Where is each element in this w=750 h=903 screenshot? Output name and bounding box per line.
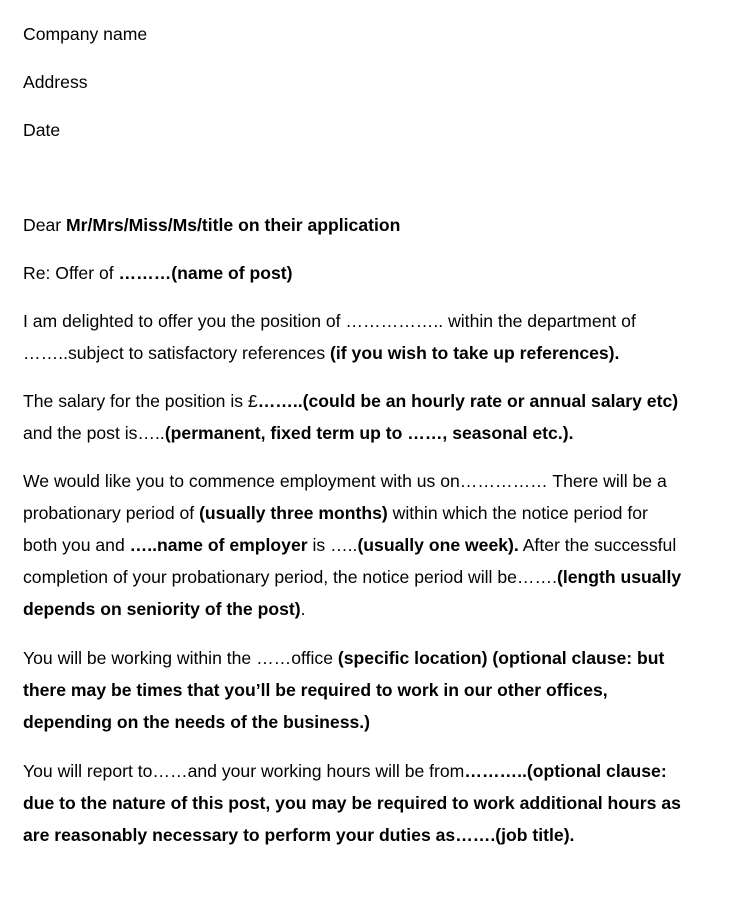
text-segment: within which the notice period for (387, 503, 648, 523)
text-segment-bold: depends on seniority of the post) (23, 599, 301, 619)
subject-prefix: Re: Offer of (23, 263, 119, 283)
paragraph-line (23, 674, 735, 706)
paragraph-line (23, 819, 735, 851)
text-segment-bold: …..name of employer (129, 535, 308, 555)
text-segment-bold: depending on the needs of the business.) (23, 712, 371, 732)
text-segment: is ….. (307, 535, 358, 555)
paragraph-probation (23, 465, 735, 625)
subject-line (23, 262, 293, 284)
paragraph-location (23, 642, 735, 738)
salutation-prefix: Dear (23, 215, 67, 235)
subject-post: ………(name of post) (118, 263, 293, 283)
paragraph-hours (23, 755, 735, 851)
paragraph-line (23, 305, 735, 337)
text-segment-bold: due to the nature of this post, you may be required to work additional hours as (23, 793, 681, 813)
paragraph-line (23, 593, 735, 625)
text-segment: You will be working within the ……office (23, 648, 338, 668)
paragraph-line (23, 465, 735, 497)
text-segment-bold: are reasonably necessary to perform your duties as…….(job title). (23, 825, 575, 845)
date: Date (23, 120, 61, 140)
text-segment: We would like you to commence employment with us on…………… There will be a (23, 471, 667, 491)
text-segment-bold: (length usually (556, 567, 682, 587)
paragraph-line (23, 787, 735, 819)
text-segment-bold: (usually three months) (199, 503, 388, 523)
text-segment-bold: (permanent, fixed term up to ……, seasonal etc.). (164, 423, 574, 443)
paragraph-line (23, 561, 735, 593)
paragraph-line (23, 642, 735, 674)
text-segment: After the successful (518, 535, 677, 555)
text-segment: The salary for the position is £ (23, 391, 258, 411)
salutation (23, 214, 400, 236)
text-segment-bold: ……..(could be an hourly rate or annual salary etc) (257, 391, 679, 411)
text-segment-bold: (specific location) (optional clause: but (337, 648, 665, 668)
text-segment: . (300, 599, 306, 619)
text-segment: both you and (23, 535, 130, 555)
company-name: Company name (23, 24, 148, 44)
text-segment: ……..subject to satisfactory references (23, 343, 331, 363)
paragraph-line (23, 497, 735, 529)
paragraph-line (23, 755, 735, 787)
paragraph-position (23, 305, 735, 369)
text-segment-bold: (if you wish to take up references). (330, 343, 620, 363)
text-segment: I am delighted to offer you the position of …………….. within the department of (23, 311, 636, 331)
paragraph-line (23, 706, 735, 738)
address: Address (23, 72, 88, 92)
text-segment: probationary period of (23, 503, 200, 523)
paragraph-salary (23, 385, 735, 449)
paragraph-line (23, 529, 735, 561)
text-segment: You will report to……and your working hours will be from (23, 761, 465, 781)
text-segment-bold: ………..(optional clause: (464, 761, 667, 781)
paragraph-line (23, 417, 735, 449)
text-segment: completion of your probationary period, the notice period will be……. (23, 567, 557, 587)
paragraph-line (23, 337, 735, 369)
text-segment: and the post is….. (23, 423, 165, 443)
paragraph-line (23, 385, 735, 417)
salutation-name: Mr/Mrs/Miss/Ms/title on their application (66, 215, 401, 235)
text-segment-bold: (usually one week). (357, 535, 519, 555)
text-segment-bold: there may be times that you’ll be required to work in our other offices, (23, 680, 608, 700)
